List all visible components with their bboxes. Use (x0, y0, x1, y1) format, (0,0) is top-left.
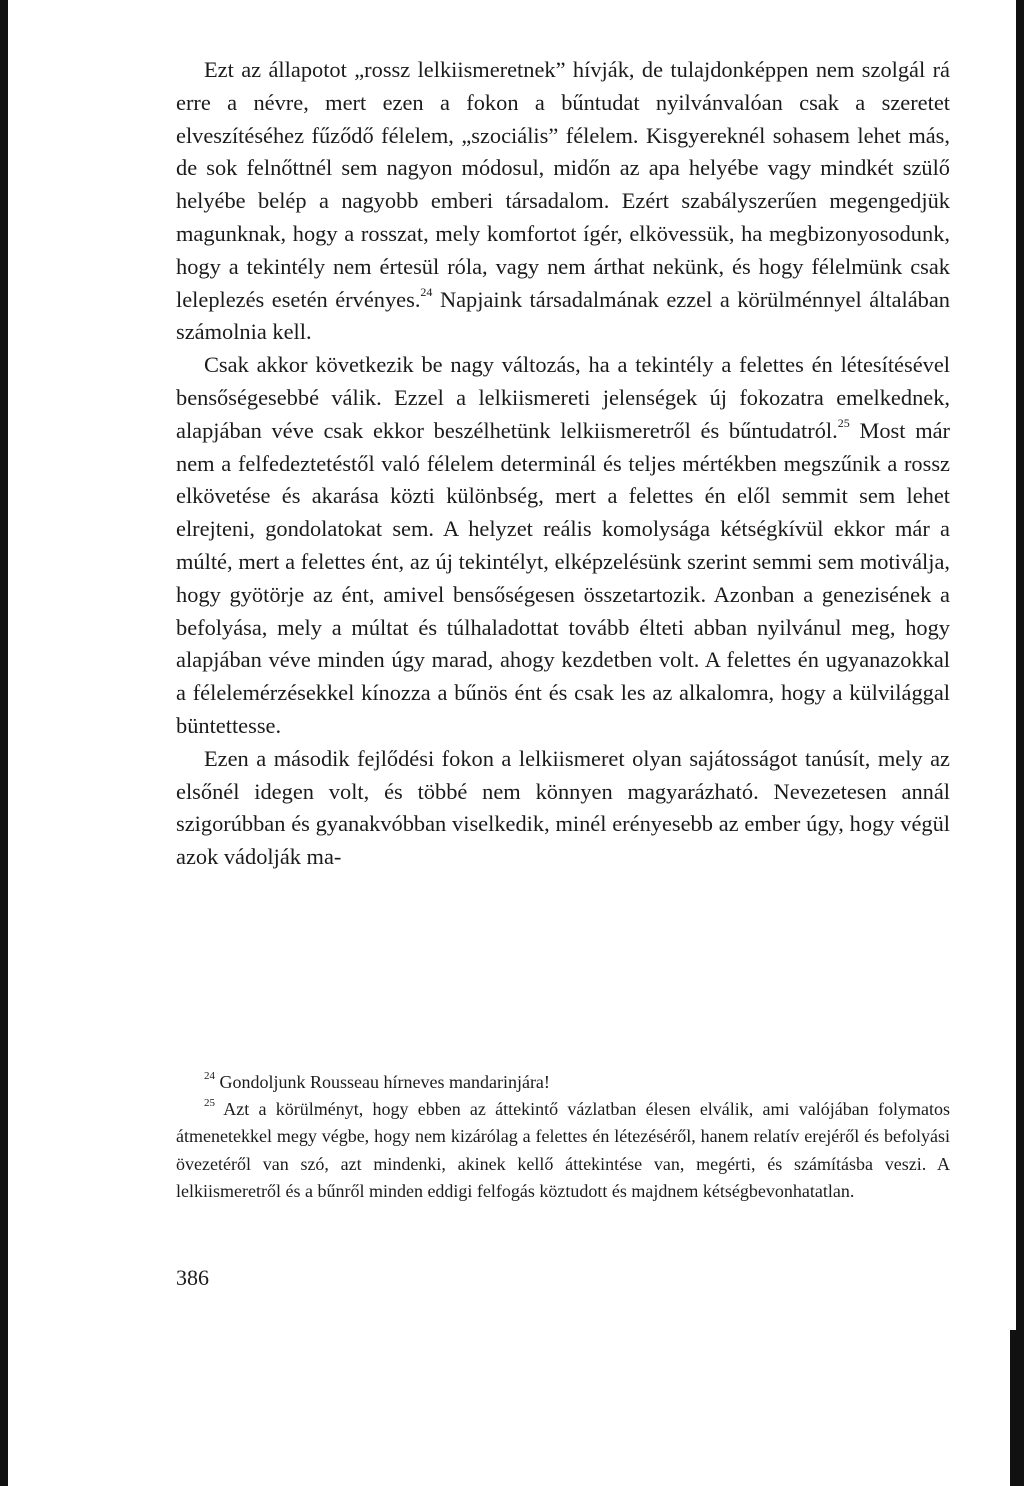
scan-edge-right-lower (1010, 1330, 1024, 1486)
paragraph (176, 743, 950, 874)
paragraph-text: Csak akkor következik be nagy változás, ha a tekintély a felettes én létesítésével bensőségesebbé válik. Ezzel a lelkiismereti jelenségek új fokozatra emelkednek, alapjában véve csak ekkor beszélhetünk lelkiismeretről és bűntudatról. (176, 352, 950, 443)
page-number: 386 (176, 1265, 209, 1290)
footnote-reference[interactable]: 24 (420, 285, 433, 300)
paragraph-text: Napjaink társadalmának ezzel a körülménnyel általában számolnia kell. (176, 286, 950, 345)
footnote-number: 25 (204, 1097, 215, 1110)
paragraph-text: Ezen a második fejlődési fokon a lelkiismeret olyan sajátosságot tanúsít, mely az elsőnél idegen volt, és többé nem könnyen magyarázható. Nevezetesen annál szigorúbban és gyanakvóbban viselkedik, minél erényesebb az ember úgy, hogy végül azok vádolják ma- (176, 745, 950, 870)
footnote (176, 1069, 950, 1096)
scan-edge-right (1016, 0, 1024, 1486)
footnote-text: Gondoljunk Rousseau hírneves mandarinjára! (215, 1072, 550, 1092)
scan-edge-left (0, 0, 8, 1486)
paragraph (176, 349, 950, 743)
footnote (176, 1096, 950, 1205)
footnote-reference[interactable]: 25 (837, 416, 850, 431)
paragraph-text: Most már nem a felfedeztetéstől való félelem determinál és teljes mértékben megszűnik a rossz elkövetése és akarása közti különbség, mert a felettes én elől semmit sem lehet elrejteni, gondolatokat sem. A helyzet reális komolysága kétségkívül ekkor már a múlté, mert a felettes ént, az új tekintélyt, elképzelésünk szerint semmi sem motiválja, hogy gyötörje az ént, amivel bensőségesen összetartozik. Azonban a genezisének a befolyása, mely a múltat és túlhaladottat tovább élteti abban nyilvánul meg, hogy alapjában véve minden úgy marad, ahogy kezdetben volt. A felettes én ugyanazokkal a félelemérzésekkel kínozza a bűnös ént és csak les az alkalomra, hogy a külvilággal büntettesse. (176, 417, 951, 738)
footnotes (176, 1069, 950, 1205)
paragraph (176, 54, 950, 349)
footnote-text: Azt a körülményt, hogy ebben az áttekintő vázlatban élesen elválik, ami valójában folymatos átmenetekkel megy végbe, hogy nem kizárólag a felettes én létezéséről, hanem relatív erejéről és befolyási övezetéről van szó, azt mindenki, akinek kellő áttekintése van, megérti, és számításba veszi. A lelkiismeretről és a bűnről minden eddigi felfogás köztudott és majdnem kétségbevonhatatlan. (176, 1099, 950, 1201)
footnote-number: 24 (204, 1070, 215, 1082)
paragraph-text: Ezt az állapotot „rossz lelkiismeretnek” hívják, de tulajdonképpen nem szolgál rá erre a névre, mert ezen a fokon a bűntudat nyilvánvalóan csak a szeretet elveszítéséhez fűződő félelem, „szociális” félelem. Kisgyereknél sohasem lehet más, de sok felnőttnél sem nagyon módosul, midőn az apa helyébe vagy mindkét szülő helyébe belép a nagyobb emberi társadalom. Ezért szabályszerűen megengedjük magunknak, hogy a rosszat, mely komfortot ígér, elkövessük, ha megbizonyosodunk, hogy a tekintély nem értesül róla, vagy nem árthat nekünk, és hogy félelmünk csak leleplezés esetén érvényes. (176, 57, 950, 312)
body-text (176, 54, 950, 874)
